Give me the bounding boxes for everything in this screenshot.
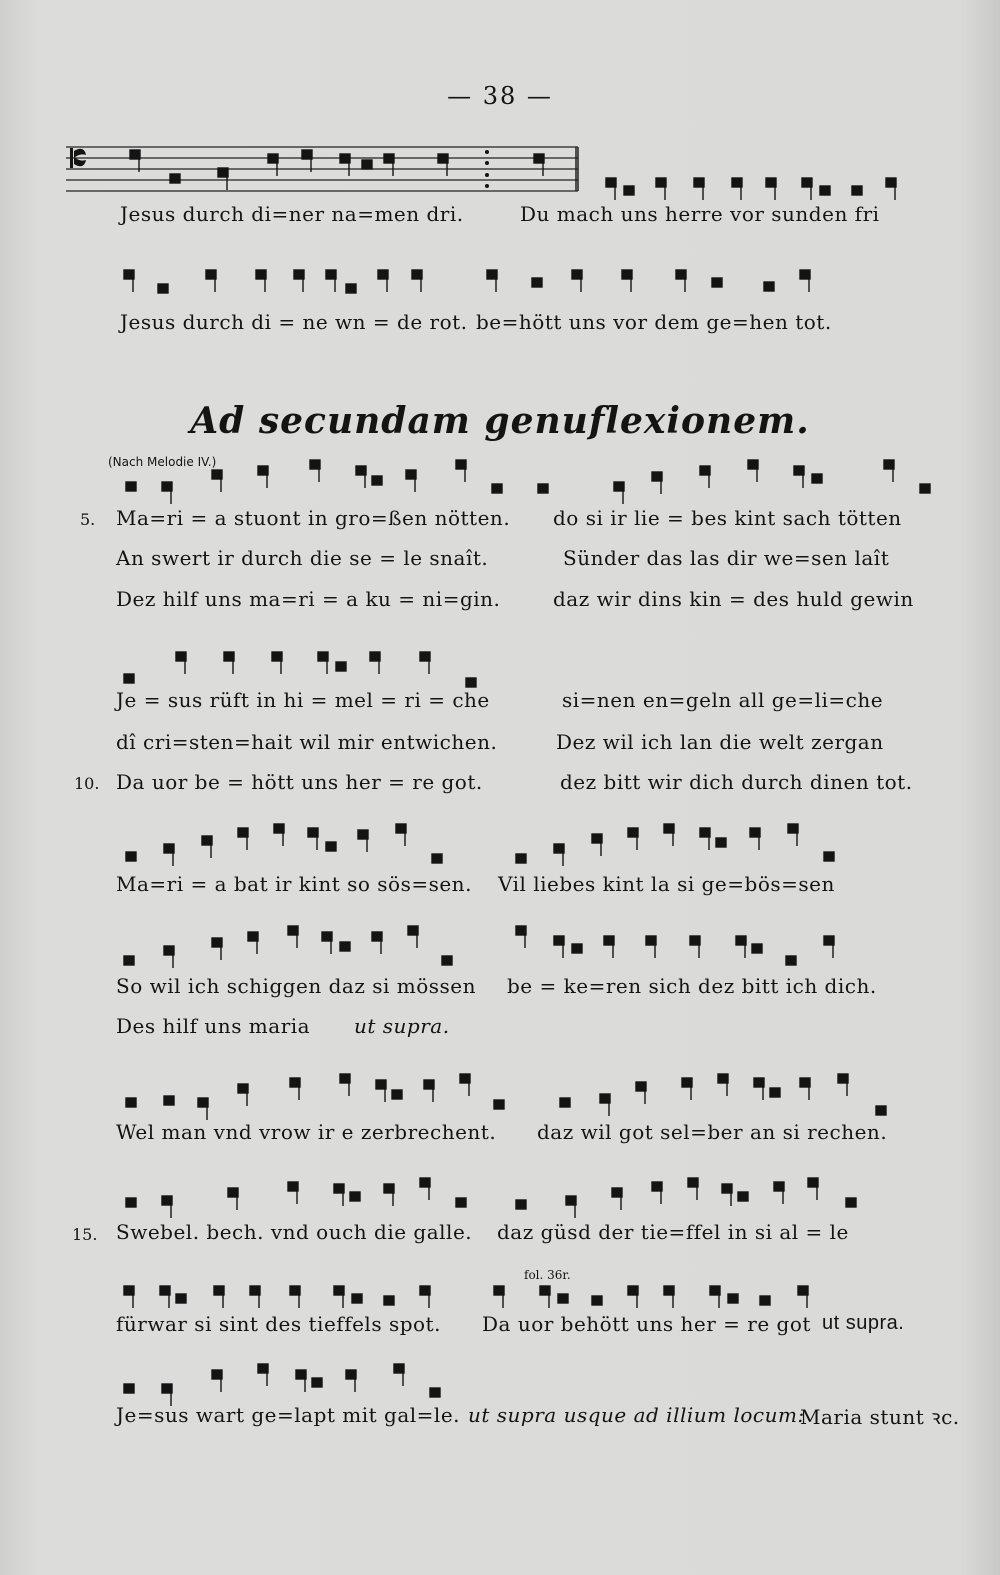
neume-note bbox=[310, 460, 320, 469]
lyric-line: daz wir dins kin = des huld gewin bbox=[553, 587, 914, 611]
neume-note bbox=[406, 470, 416, 479]
neume-note bbox=[212, 938, 222, 947]
lyric-line: Dez hilf uns ma=ri = a ku = ni=gin. bbox=[116, 587, 501, 611]
lyric-line: Je=sus wart ge=lapt mit gal=le. bbox=[116, 1403, 461, 1427]
neume-note bbox=[420, 1286, 430, 1295]
neume-note bbox=[372, 476, 382, 485]
neume-note bbox=[456, 460, 466, 469]
neume-note bbox=[126, 1098, 136, 1107]
neume-note bbox=[718, 1074, 728, 1083]
neume-note bbox=[622, 270, 632, 279]
neume-note bbox=[516, 1200, 526, 1209]
lyric-line: Wel man vnd vrow ir e zerbrechent. bbox=[116, 1120, 497, 1144]
neume-note bbox=[424, 1080, 434, 1089]
neume-note bbox=[636, 1082, 646, 1091]
neume-note bbox=[760, 1296, 770, 1305]
lyric-line: Swebel. bech. vnd ouch die galle. bbox=[116, 1220, 473, 1244]
neume-note bbox=[788, 824, 798, 833]
neume-note bbox=[628, 828, 638, 837]
neume-note bbox=[554, 936, 564, 945]
neume-note bbox=[460, 1074, 470, 1083]
neume-note bbox=[920, 484, 930, 493]
neume-note bbox=[600, 1094, 610, 1103]
neume-note bbox=[376, 1080, 386, 1089]
lyric-line: Du mach uns herre vor sunden fri bbox=[520, 202, 880, 226]
neume-note bbox=[876, 1106, 886, 1115]
neume-note bbox=[728, 1294, 738, 1303]
neume-note bbox=[164, 1096, 174, 1105]
neume-note bbox=[456, 1198, 466, 1207]
neume-note bbox=[124, 270, 134, 279]
lyric-line: fürwar si sint des tieffels spot. bbox=[116, 1312, 441, 1336]
neume-note bbox=[716, 838, 726, 847]
lyric-line: do si ir lie = bes kint sach tötten bbox=[553, 506, 902, 530]
neume-note bbox=[492, 484, 502, 493]
neume-note bbox=[126, 1198, 136, 1207]
neume-note bbox=[322, 932, 332, 941]
lyric-line: dez bitt wir dich durch dinen tot. bbox=[560, 770, 913, 794]
lyric-line: Da uor behött uns her = re got bbox=[482, 1312, 811, 1336]
neume-note bbox=[408, 926, 418, 935]
neume-note bbox=[272, 652, 282, 661]
neume-note bbox=[494, 1286, 504, 1295]
neume-note bbox=[346, 284, 356, 293]
neume-note bbox=[170, 174, 180, 183]
neume-note bbox=[274, 824, 284, 833]
neume-note bbox=[820, 186, 830, 195]
lyric-line: be=hött uns vor dem ge=hen tot. bbox=[476, 310, 832, 334]
neume-note bbox=[592, 834, 602, 843]
neume-note bbox=[296, 1370, 306, 1379]
neume-note bbox=[738, 1192, 748, 1201]
line-number: 5. bbox=[80, 510, 96, 529]
neume-note bbox=[656, 178, 666, 187]
neume-note bbox=[370, 652, 380, 661]
neume-note bbox=[770, 1088, 780, 1097]
neume-note bbox=[572, 944, 582, 953]
neume-note bbox=[326, 842, 336, 851]
neume-note bbox=[308, 828, 318, 837]
neume-note bbox=[652, 472, 662, 481]
lyric-line: So wil ich schiggen daz si mössen bbox=[116, 974, 477, 998]
neume-note bbox=[516, 854, 526, 863]
lyric-line: Ma=ri = a bat ir kint so sös=sen. bbox=[116, 872, 472, 896]
neume-note bbox=[884, 460, 894, 469]
neume-note bbox=[838, 1074, 848, 1083]
neume-note bbox=[340, 154, 350, 163]
lyric-line: si=nen en=geln all ge=li=che bbox=[562, 688, 884, 712]
neume-note bbox=[346, 1370, 356, 1379]
neume-note bbox=[682, 1078, 692, 1087]
neume-note bbox=[646, 936, 656, 945]
neume-note bbox=[534, 154, 544, 163]
neume-note bbox=[124, 1384, 134, 1393]
neume-note bbox=[158, 284, 168, 293]
neume-note bbox=[294, 270, 304, 279]
neume-note bbox=[224, 652, 234, 661]
neume-note bbox=[676, 270, 686, 279]
section-heading: Ad secundam genuflexionem. bbox=[190, 400, 810, 442]
neume-note bbox=[162, 482, 172, 491]
neume-note bbox=[384, 1184, 394, 1193]
neume-note bbox=[846, 1198, 856, 1207]
neume-note bbox=[212, 1370, 222, 1379]
lyric-line: Jesus durch di = ne wn = de rot. bbox=[120, 310, 468, 334]
neume-note bbox=[176, 652, 186, 661]
neume-note bbox=[238, 1084, 248, 1093]
melody-source-note: (Nach Melodie IV.) bbox=[108, 455, 217, 469]
neume-note bbox=[752, 944, 762, 953]
neume-note bbox=[202, 836, 212, 845]
neume-note bbox=[592, 1296, 602, 1305]
neume-note bbox=[766, 178, 776, 187]
neume-note bbox=[340, 1074, 350, 1083]
neume-note bbox=[736, 936, 746, 945]
lyric-line: ut supra. bbox=[354, 1014, 450, 1038]
neume-note bbox=[372, 932, 382, 941]
lyric-line: Sünder das las dir we=sen laît bbox=[563, 546, 890, 570]
neume-note bbox=[798, 1286, 808, 1295]
neume-note bbox=[808, 1178, 818, 1187]
neume-note bbox=[852, 186, 862, 195]
neume-note bbox=[248, 932, 258, 941]
neume-note bbox=[218, 168, 228, 177]
neume-note bbox=[732, 178, 742, 187]
neume-note bbox=[430, 1388, 440, 1397]
lyric-line: Jesus durch di=ner na=men dri. bbox=[120, 202, 464, 226]
neume-note bbox=[384, 154, 394, 163]
lyric-line: be = ke=ren sich dez bitt ich dich. bbox=[507, 974, 877, 998]
neume-note bbox=[786, 956, 796, 965]
neume-note bbox=[794, 466, 804, 475]
neume-note bbox=[162, 1384, 172, 1393]
neume-note bbox=[442, 956, 452, 965]
lyric-line: Je = sus rüft in hi = mel = ri = che bbox=[116, 688, 490, 712]
neume-note bbox=[358, 830, 368, 839]
lyric-line: daz güsd der tie=ffel in si al = le bbox=[497, 1220, 849, 1244]
neume-note bbox=[538, 484, 548, 493]
neume-note bbox=[420, 1178, 430, 1187]
neume-note bbox=[124, 1286, 134, 1295]
line-number: 10. bbox=[74, 774, 100, 793]
neume-note bbox=[764, 282, 774, 291]
staff-lines bbox=[66, 147, 578, 191]
neume-note bbox=[652, 1182, 662, 1191]
neume-note bbox=[774, 1182, 784, 1191]
neume-note bbox=[378, 270, 388, 279]
neume-note bbox=[164, 946, 174, 955]
neume-note bbox=[362, 160, 372, 169]
neume-note bbox=[710, 1286, 720, 1295]
neume-note bbox=[394, 1364, 404, 1373]
lyric-line: daz wil got sel=ber an si rechen. bbox=[537, 1120, 888, 1144]
neume-note bbox=[558, 1294, 568, 1303]
neume-note bbox=[560, 1098, 570, 1107]
lyric-line: Vil liebes kint la si ge=bös=sen bbox=[498, 872, 835, 896]
neume-note bbox=[494, 1100, 504, 1109]
neume-note bbox=[290, 1286, 300, 1295]
neume-note bbox=[824, 936, 834, 945]
neume-note bbox=[540, 1286, 550, 1295]
neume-note bbox=[164, 844, 174, 853]
neume-note bbox=[258, 466, 268, 475]
lyric-line: dî cri=sten=hait wil mir entwichen. bbox=[116, 730, 498, 754]
neume-note bbox=[176, 1294, 186, 1303]
neume-note bbox=[700, 466, 710, 475]
neume-note bbox=[312, 1378, 322, 1387]
neume-note bbox=[318, 652, 328, 661]
neume-note bbox=[466, 678, 476, 687]
lyric-line: ut supra usque ad illium locum: bbox=[468, 1403, 805, 1427]
neume-note bbox=[800, 270, 810, 279]
neume-note bbox=[126, 852, 136, 861]
neume-note bbox=[624, 186, 634, 195]
neume-note bbox=[302, 150, 312, 159]
neume-note bbox=[352, 1294, 362, 1303]
neume-note bbox=[438, 154, 448, 163]
folio-reference: fol. 36r. bbox=[524, 1268, 571, 1282]
neume-note bbox=[516, 926, 526, 935]
lyric-line: Maria stunt ꝛc. bbox=[800, 1405, 960, 1429]
neume-note bbox=[612, 1188, 622, 1197]
neume-note bbox=[392, 1090, 402, 1099]
neume-note bbox=[384, 1296, 394, 1305]
neume-note bbox=[198, 1098, 208, 1107]
neume-note bbox=[712, 278, 722, 287]
neume-note bbox=[572, 270, 582, 279]
neume-note bbox=[800, 1078, 810, 1087]
page-number: — 38 — bbox=[447, 82, 553, 110]
neume-note bbox=[664, 1286, 674, 1295]
neume-note bbox=[256, 270, 266, 279]
neume-note bbox=[824, 852, 834, 861]
neume-note bbox=[212, 470, 222, 479]
neume-note bbox=[664, 824, 674, 833]
neume-note bbox=[214, 1286, 224, 1295]
neume-note bbox=[288, 1182, 298, 1191]
neume-note bbox=[130, 150, 140, 159]
neume-note bbox=[126, 482, 136, 491]
neume-note bbox=[750, 828, 760, 837]
lyric-line: Da uor be = hött uns her = re got. bbox=[116, 770, 483, 794]
neume-note bbox=[238, 828, 248, 837]
neume-note bbox=[206, 270, 216, 279]
neume-note bbox=[228, 1188, 238, 1197]
lyric-line: An swert ir durch die se = le snaît. bbox=[116, 546, 489, 570]
neume-note bbox=[628, 1286, 638, 1295]
neume-note bbox=[334, 1286, 344, 1295]
neume-note bbox=[748, 460, 758, 469]
neume-note bbox=[566, 1196, 576, 1205]
neume-note bbox=[614, 482, 624, 491]
neume-note bbox=[754, 1078, 764, 1087]
lyric-line: Dez wil ich lan die welt zergan bbox=[556, 730, 884, 754]
neume-note bbox=[812, 474, 822, 483]
neume-note bbox=[420, 652, 430, 661]
neume-note bbox=[326, 270, 336, 279]
neume-note bbox=[604, 936, 614, 945]
neume-note bbox=[268, 154, 278, 163]
neume-note bbox=[356, 466, 366, 475]
lyric-line: Ma=ri = a stuont in gro=ßen nötten. bbox=[116, 506, 511, 530]
neume-note bbox=[722, 1184, 732, 1193]
neume-note bbox=[606, 178, 616, 187]
neume-note bbox=[290, 1078, 300, 1087]
neume-note bbox=[554, 844, 564, 853]
neume-note bbox=[336, 662, 346, 671]
lyric-line: Des hilf uns maria bbox=[116, 1014, 311, 1038]
neume-note bbox=[288, 926, 298, 935]
neume-note bbox=[688, 1178, 698, 1187]
neume-note bbox=[340, 942, 350, 951]
neume-note bbox=[396, 824, 406, 833]
neume-note bbox=[250, 1286, 260, 1295]
neume-note bbox=[886, 178, 896, 187]
neume-note bbox=[487, 270, 497, 279]
neume-note bbox=[412, 270, 422, 279]
neume-note bbox=[700, 828, 710, 837]
lyric-line: ut supra. bbox=[822, 1312, 905, 1334]
neume-note bbox=[334, 1184, 344, 1193]
neume-note bbox=[694, 178, 704, 187]
neume-note bbox=[162, 1196, 172, 1205]
neume-note bbox=[690, 936, 700, 945]
neume-note bbox=[532, 278, 542, 287]
neume-note bbox=[432, 854, 442, 863]
neume-note bbox=[258, 1364, 268, 1373]
neume-note bbox=[124, 956, 134, 965]
neume-note bbox=[802, 178, 812, 187]
neume-note bbox=[350, 1192, 360, 1201]
neume-note bbox=[124, 674, 134, 683]
line-number: 15. bbox=[72, 1225, 98, 1244]
neume-note bbox=[160, 1286, 170, 1295]
